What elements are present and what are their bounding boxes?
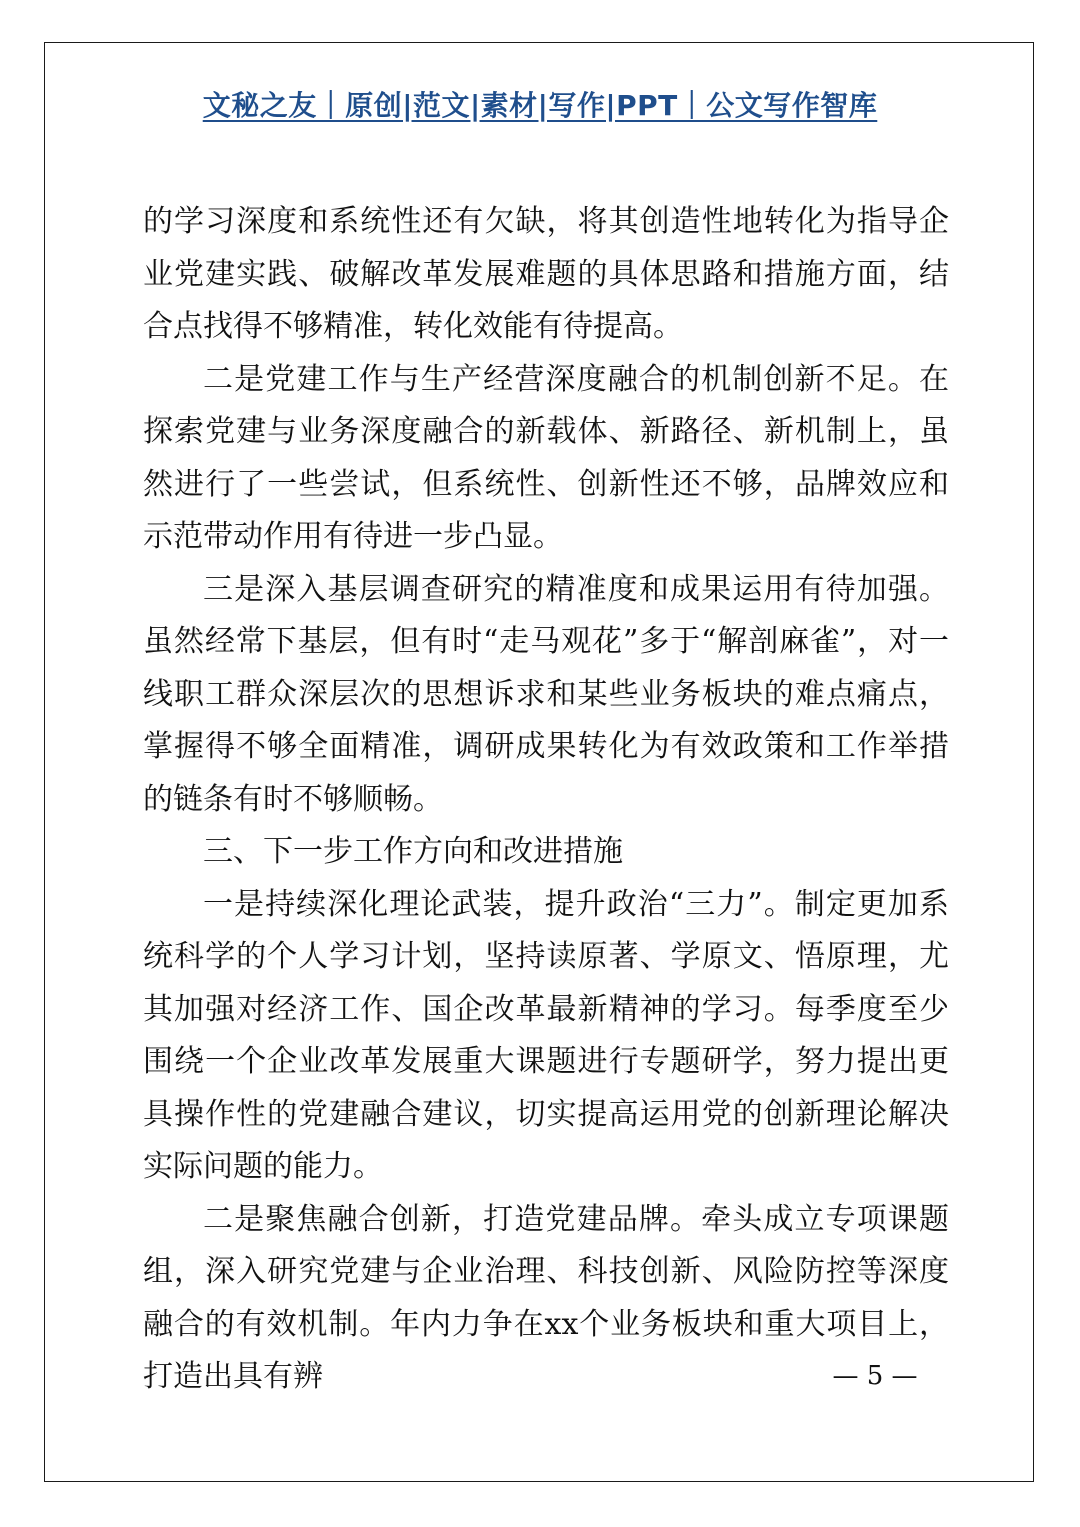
- paragraph-measure-one: 一是持续深化理论武装，提升政治“三力”。制定更加系统科学的个人学习计划，坚持读原著、学原文、悟原理，尤其加强对经济工作、国企改革最新精神的学习。每季度至少围绕一个企业改革发展重大课题进行专题研学，努力提出更具操作性的党建融合建议，切实提高运用党的创新理论解决实际问题的能力。: [143, 886, 949, 1184]
- paragraph-issue-three: 三是深入基层调查研究的精准度和成果运用有待加强。虽然经常下基层，但有时“走马观花”多于“解剖麻雀”，对一线职工群众深层次的思想诉求和某些业务板块的难点痛点，掌握得不够全面精准，调研成果转化为有效政策和工作举措的链条有时不够顺畅。: [143, 571, 949, 817]
- paragraph-issue-two: 二是党建工作与生产经营深度融合的机制创新不足。在探索党建与业务深度融合的新载体、新路径、新机制上，虽然进行了一些尝试，但系统性、创新性还不够，品牌效应和示范带动作用有待进一步凸显。: [143, 361, 949, 554]
- page-number: — 5 —: [832, 1361, 918, 1391]
- paragraph-measure-two: 二是聚焦融合创新，打造党建品牌。牵头成立专项课题组，深入研究党建与企业治理、科技创新、风险防控等深度融合的有效机制。年内力争在xx个业务板块和重大项目上，打造出具有辨: [143, 1201, 949, 1394]
- section-heading: 三、下一步工作方向和改进措施: [203, 834, 623, 869]
- paragraph-continued: 的学习深度和系统性还有欠缺，将其创造性地转化为指导企业党建实践、破解改革发展难题的具体思路和措施方面，结合点找得不够精准，转化效能有待提高。: [143, 204, 949, 344]
- document-body: [143, 196, 949, 1404]
- header-banner[interactable]: 文秘之友｜原创|范文|素材|写作|PPT｜公文写作智库: [202, 89, 878, 122]
